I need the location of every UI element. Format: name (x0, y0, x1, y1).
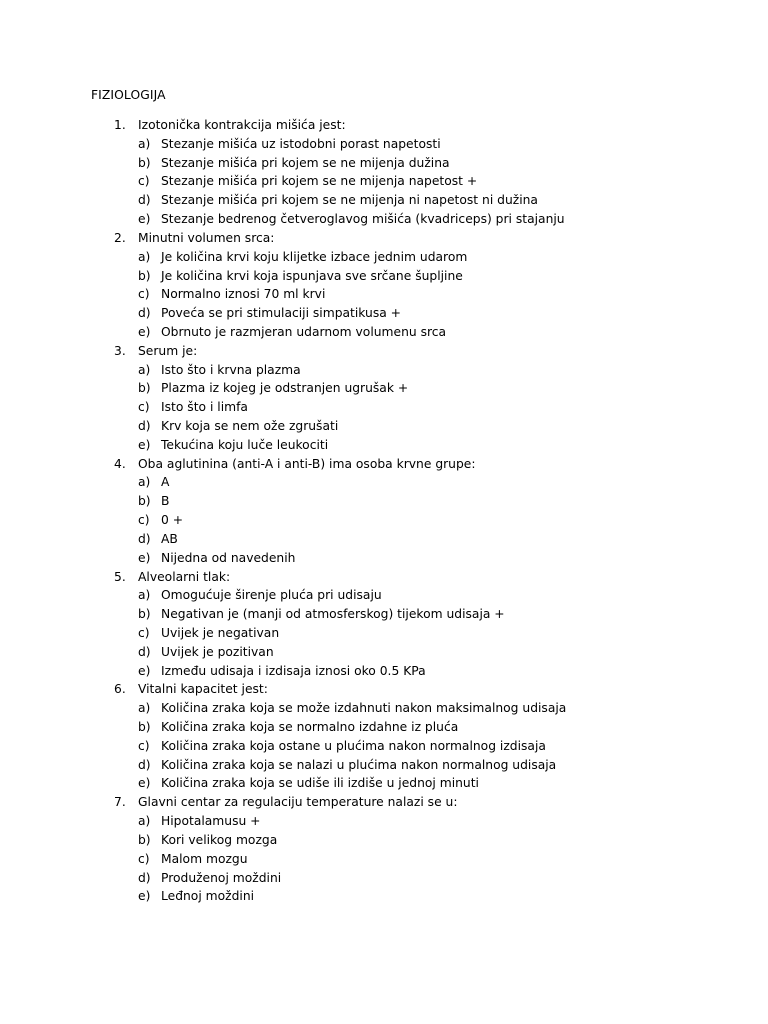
question-number: 5. (114, 569, 126, 584)
option-letter: a) (138, 814, 151, 829)
question-item (0, 680, 768, 793)
option-letter: c) (138, 738, 150, 753)
option-text: Uvijek je negativan (161, 625, 280, 640)
option-text: Stezanje mišića pri kojem se ne mijenja ni napetost ni dužina (161, 193, 538, 208)
option-letter: c) (138, 625, 150, 640)
option-item (0, 267, 768, 286)
option-letter: d) (138, 757, 151, 772)
option-letter: d) (138, 644, 151, 659)
question-number: 4. (114, 456, 126, 471)
option-text: AB (161, 531, 178, 546)
option-list (0, 248, 768, 342)
option-text: Krv koja se nem ože zgrušati (161, 419, 339, 433)
question-text: Minutni volumen srca: (138, 230, 275, 245)
option-letter: e) (138, 212, 151, 227)
question-line (0, 116, 768, 135)
option-item (0, 285, 768, 304)
option-letter: e) (138, 550, 151, 565)
option-list (0, 361, 768, 455)
option-item (0, 737, 768, 756)
option-letter: c) (138, 287, 150, 302)
option-text: Plazma iz kojeg je odstranjen ugrušak + (161, 381, 409, 396)
option-item (0, 549, 768, 568)
question-item (0, 568, 768, 681)
question-line (0, 568, 768, 587)
question-text: Izotonička kontrakcija mišića jest: (138, 118, 346, 132)
option-item (0, 304, 768, 323)
option-letter: d) (138, 193, 151, 208)
option-letter: b) (138, 494, 151, 509)
option-letter: d) (138, 870, 151, 885)
option-item (0, 869, 768, 888)
option-text: Količina zraka koja se može izdahnuti nakon maksimalnog udisaja (161, 701, 567, 716)
question-line (0, 229, 768, 248)
option-text: Stezanje mišića pri kojem se ne mijenja napetost + (161, 174, 478, 189)
option-text: 0 + (161, 513, 184, 528)
option-item (0, 436, 768, 455)
option-letter: a) (138, 249, 151, 264)
option-item (0, 605, 768, 624)
option-text: Je količina krvi koja ispunjava sve srčane šupljine (161, 268, 463, 283)
option-text: Količina zraka koja se udiše ili izdiše u jednoj minuti (161, 776, 479, 791)
question-line (0, 455, 768, 474)
option-letter: a) (138, 362, 151, 377)
option-item (0, 774, 768, 793)
question-number: 6. (114, 682, 126, 697)
option-list (0, 699, 768, 793)
option-text: Tekućina koju luče leukociti (161, 437, 329, 452)
option-text: Isto što i krvna plazma (161, 362, 301, 377)
option-text: Količina zraka koja se nalazi u plućima nakon normalnog udisaja (161, 757, 557, 772)
question-item (0, 793, 768, 906)
option-text: Stezanje mišića pri kojem se ne mijenja dužina (161, 155, 450, 170)
option-item (0, 662, 768, 681)
option-letter: d) (138, 306, 151, 321)
option-text: Nijedna od navedenih (161, 550, 296, 565)
option-text: Uvijek je pozitivan (161, 644, 274, 659)
option-letter: b) (138, 381, 151, 396)
question-number: 2. (114, 230, 126, 245)
option-item (0, 154, 768, 173)
option-text: B (161, 494, 170, 509)
option-item (0, 379, 768, 398)
question-text: Oba aglutinina (anti-A i anti-B) ima osoba krvne grupe: (138, 456, 476, 471)
option-letter: a) (138, 136, 151, 151)
option-letter: e) (138, 324, 151, 339)
option-text: Negativan je (manji od atmosferskog) tijekom udisaja + (161, 607, 505, 622)
option-letter: b) (138, 832, 151, 847)
option-letter: c) (138, 513, 150, 528)
option-letter: c) (138, 400, 150, 415)
question-line (0, 342, 768, 361)
option-item (0, 417, 768, 436)
option-letter: e) (138, 437, 151, 452)
option-text: Između udisaja i izdisaja iznosi oko 0.5 KPa (161, 663, 426, 678)
option-list (0, 812, 768, 906)
option-item (0, 172, 768, 191)
option-item (0, 398, 768, 417)
option-letter: b) (138, 268, 151, 283)
option-text: Produženoj moždini (161, 870, 282, 885)
option-item (0, 699, 768, 718)
question-line (0, 680, 768, 699)
option-list (0, 135, 768, 229)
option-item (0, 511, 768, 530)
question-line (0, 793, 768, 812)
option-letter: a) (138, 475, 151, 490)
option-text: Je količina krvi koju klijetke izbace jednim udarom (161, 249, 468, 264)
question-number: 7. (114, 795, 126, 810)
option-text: Hipotalamusu + (161, 814, 261, 829)
question-number: 1. (114, 118, 126, 132)
question-item (0, 229, 768, 342)
option-text: Stezanje bedrenog četveroglavog mišića (kvadriceps) pri stajanju (161, 212, 565, 227)
option-text: Kori velikog mozga (161, 832, 278, 847)
question-item (0, 455, 768, 568)
option-item (0, 492, 768, 511)
option-list (0, 586, 768, 680)
question-list (0, 116, 768, 906)
option-item (0, 210, 768, 229)
option-item (0, 643, 768, 662)
option-text: Malom mozgu (161, 851, 248, 866)
question-text: Glavni centar za regulaciju temperature nalazi se u: (138, 795, 458, 810)
document-title: FIZIOLOGIJA (91, 88, 166, 102)
option-letter: d) (138, 419, 151, 433)
option-item (0, 812, 768, 831)
option-letter: c) (138, 174, 150, 189)
option-item (0, 361, 768, 380)
question-number: 3. (114, 343, 126, 358)
question-text: Vitalni kapacitet jest: (138, 682, 268, 697)
option-letter: a) (138, 588, 151, 603)
option-text: Stezanje mišića uz istodobni porast napetosti (161, 136, 441, 151)
question-item (0, 116, 768, 229)
option-item (0, 850, 768, 869)
option-text: Količina zraka koja ostane u plućima nakon normalnog izdisaja (161, 738, 546, 753)
option-item (0, 323, 768, 342)
option-text: Normalno iznosi 70 ml krvi (161, 287, 326, 302)
option-item (0, 887, 768, 906)
option-item (0, 831, 768, 850)
option-item (0, 191, 768, 210)
option-item (0, 135, 768, 154)
option-text: Isto što i limfa (161, 400, 248, 415)
option-letter: e) (138, 663, 151, 678)
option-text: Leđnoj moždini (161, 889, 255, 904)
option-letter: e) (138, 776, 151, 791)
option-text: Omogućuje širenje pluća pri udisaju (161, 588, 382, 603)
option-item (0, 586, 768, 605)
option-text: Poveća se pri stimulaciji simpatikusa + (161, 306, 401, 321)
option-item (0, 530, 768, 549)
option-letter: b) (138, 720, 151, 734)
option-text: Obrnuto je razmjeran udarnom volumenu srca (161, 324, 447, 339)
option-item (0, 473, 768, 492)
option-letter: e) (138, 889, 151, 904)
option-item (0, 248, 768, 267)
option-item (0, 718, 768, 737)
question-item (0, 342, 768, 455)
option-item (0, 756, 768, 775)
option-letter: a) (138, 701, 151, 716)
option-letter: c) (138, 851, 150, 866)
option-letter: d) (138, 531, 151, 546)
question-text: Serum je: (138, 343, 198, 358)
option-letter: b) (138, 607, 151, 622)
option-letter: b) (138, 155, 151, 170)
option-text: A (161, 475, 170, 490)
option-text: Količina zraka koja se normalno izdahne iz pluća (161, 720, 459, 734)
question-text: Alveolarni tlak: (138, 569, 231, 584)
option-item (0, 624, 768, 643)
option-list (0, 473, 768, 567)
